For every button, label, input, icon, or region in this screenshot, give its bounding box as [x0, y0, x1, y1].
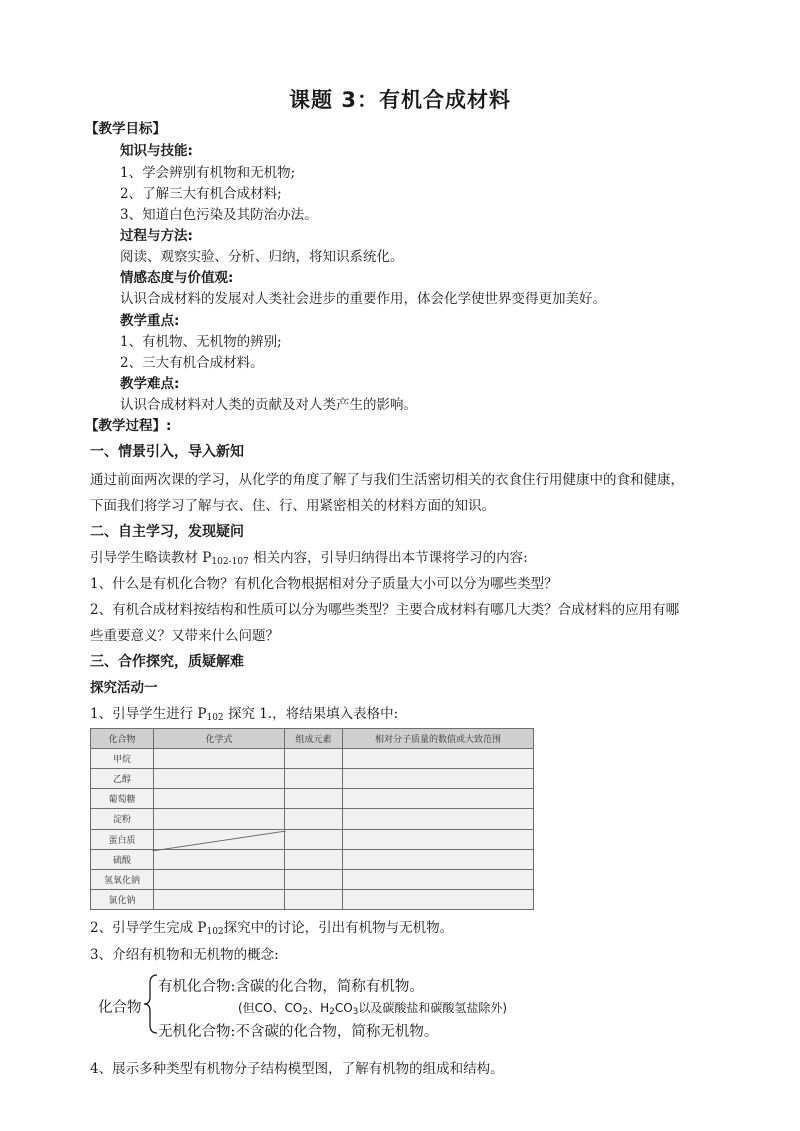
- compound-table: [90, 728, 534, 910]
- table-header-row: [91, 729, 534, 749]
- exception-note: [238, 999, 507, 1017]
- compound-name: 硫酸: [91, 849, 154, 869]
- step-text: 探究 1.，将结果填入表格中:: [223, 706, 399, 722]
- mass-cell: [343, 749, 534, 769]
- compound-name: 蛋白质: [91, 829, 154, 849]
- diagonal-line: [152, 831, 286, 851]
- compound-name: 乙醇: [91, 769, 154, 789]
- table-header: 化学式: [154, 729, 285, 749]
- elements-cell: [285, 889, 343, 909]
- table-row: [91, 749, 534, 769]
- knowledge-item: 3、知道白色污染及其防治办法。: [120, 207, 318, 223]
- method-text: 阅读、观察实验、分析、归纳，将知识系统化。: [120, 249, 404, 265]
- intro-text: 引导学生略读教材 P: [90, 550, 212, 566]
- note-text: CO: [334, 1001, 353, 1015]
- page-number: 102: [206, 713, 224, 723]
- question-item: 2、有机合成材料按结构和性质可以分为哪些类型？主要合成材料有哪几大类？合成材料的应用有哪: [90, 602, 680, 618]
- compound-name: 甲烷: [91, 749, 154, 769]
- section-heading: 二、自主学习，发现疑问: [90, 524, 244, 540]
- emotion-text: 认识合成材料的发展对人类社会进步的重要作用，体会化学使世界变得更加美好。: [120, 291, 606, 307]
- objectives-header: 【教学目标】: [85, 121, 166, 137]
- page-title: 课题 3：有机合成材料: [289, 88, 511, 112]
- subscript: 2: [302, 1007, 309, 1017]
- formula-cell: [154, 889, 285, 909]
- table-row: [91, 889, 534, 909]
- step-text: 探究中的讨论，引出有机物与无机物。: [223, 920, 454, 936]
- knowledge-heading: 知识与技能:: [120, 143, 193, 159]
- difficulty-heading: 教学难点:: [120, 376, 180, 392]
- question-item: 些重要意义？又带来什么问题？: [90, 628, 279, 644]
- table-header: 化合物: [91, 729, 154, 749]
- page-range: 102-107: [211, 557, 249, 567]
- intro-text: 相关内容，引导归纳得出本节课将学习的内容:: [248, 550, 528, 566]
- elements-cell: [285, 809, 343, 829]
- focus-item: 1、有机物、无机物的辨别;: [120, 334, 282, 350]
- elements-cell: [285, 829, 343, 849]
- note-text: (但CO、CO: [238, 1001, 303, 1015]
- compound-name: 淀粉: [91, 809, 154, 829]
- activity-heading: 探究活动一: [90, 680, 158, 696]
- paragraph-line: [90, 549, 528, 571]
- subscript: 3: [352, 1007, 359, 1017]
- section-heading: 三、合作探究，质疑解难: [90, 654, 244, 670]
- mass-cell: [343, 849, 534, 869]
- question-item: 1、什么是有机化合物？有机化合物根据相对分子质量大小可以分为哪些类型？: [90, 576, 558, 592]
- organic-definition: 有机化合物:含碳的化合物，简称有机物。: [158, 979, 424, 995]
- formula-cell: [154, 789, 285, 809]
- difficulty-text: 认识合成材料对人类的贡献及对人类产生的影响。: [120, 397, 417, 413]
- formula-cell: [154, 809, 285, 829]
- mass-cell: [343, 769, 534, 789]
- table-row: [91, 809, 534, 829]
- inorganic-definition: 无机化合物:不含碳的化合物，简称无机物。: [158, 1024, 439, 1040]
- table-header: 组成元素: [285, 729, 343, 749]
- section-heading: 一、情景引入，导入新知: [90, 444, 244, 460]
- compound-name: 葡萄糖: [91, 789, 154, 809]
- compound-label: 化合物: [98, 1000, 142, 1016]
- elements-cell: [285, 869, 343, 889]
- focus-heading: 教学重点:: [120, 313, 180, 329]
- step-item: 3、介绍有机物和无机物的概念:: [90, 947, 279, 963]
- mass-cell: [343, 809, 534, 829]
- knowledge-item: 1、学会辨别有机物和无机物;: [120, 165, 296, 181]
- step-text: 2、引导学生完成 P: [90, 920, 207, 936]
- focus-item: 2、三大有机合成材料。: [120, 355, 264, 371]
- note-text: 、H: [308, 1001, 330, 1015]
- emotion-heading: 情感态度与价值观:: [120, 270, 234, 286]
- table-row: [91, 869, 534, 889]
- table-row: [91, 789, 534, 809]
- formula-cell: [154, 869, 285, 889]
- mass-cell: [343, 829, 534, 849]
- step-item: [90, 919, 453, 941]
- formula-cell: [154, 749, 285, 769]
- mass-cell: [343, 789, 534, 809]
- paragraph-line: 通过前面两次课的学习，从化学的角度了解了与我们生活密切相关的衣食住行用健康中的食和健康，: [90, 472, 684, 488]
- formula-cell: [154, 769, 285, 789]
- note-text: 以及碳酸盐和碳酸氢盐除外): [358, 1001, 508, 1015]
- step-text: 1、引导学生进行 P: [90, 706, 207, 722]
- step-item: 4、展示多种类型有机物分子结构模型图，了解有机物的组成和结构。: [90, 1061, 504, 1077]
- compound-name: 氯化钠: [91, 889, 154, 909]
- table-row: [91, 769, 534, 789]
- method-heading: 过程与方法:: [120, 228, 193, 244]
- elements-cell: [285, 849, 343, 869]
- subscript: 2: [329, 1007, 335, 1017]
- paragraph-line: 下面我们将学习了解与衣、住、行、用紧密相关的材料方面的知识。: [90, 498, 495, 514]
- page-number: 102: [206, 927, 224, 937]
- mass-cell: [343, 889, 534, 909]
- step-item: [90, 705, 398, 727]
- process-header: 【教学过程】:: [85, 418, 172, 434]
- table-header: 相对分子质量的数值或大致范围: [343, 729, 534, 749]
- knowledge-item: 2、了解三大有机合成材料;: [120, 186, 282, 202]
- compound-name: 氢氧化钠: [91, 869, 154, 889]
- elements-cell: [285, 789, 343, 809]
- formula-cell: [154, 849, 285, 869]
- elements-cell: [285, 769, 343, 789]
- table-row: [91, 849, 534, 869]
- mass-cell: [343, 869, 534, 889]
- elements-cell: [285, 749, 343, 769]
